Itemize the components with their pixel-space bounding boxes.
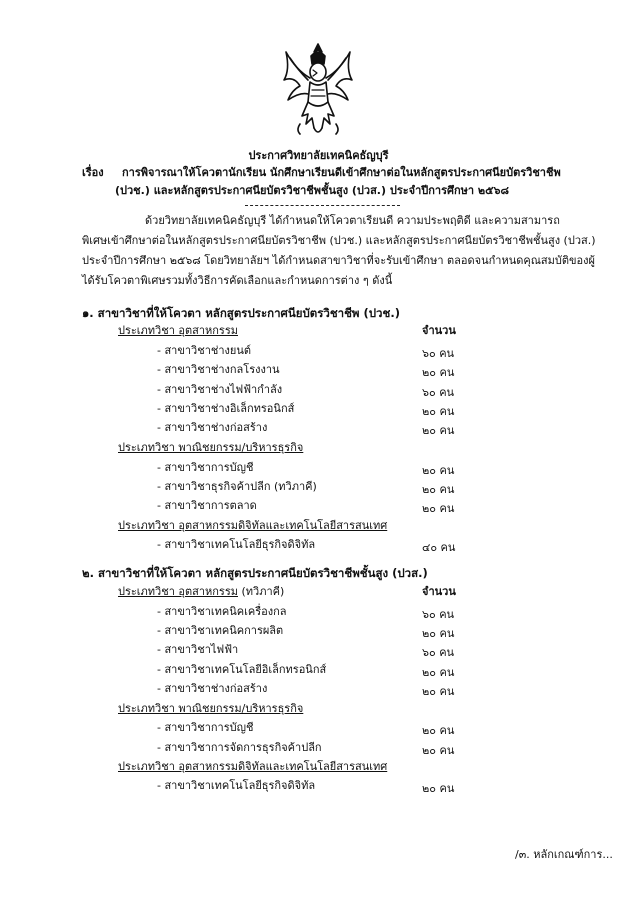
s2-count-header: จำนวน: [422, 585, 456, 598]
s1-group-1-title: ประเภทวิชา อุตสาหกรรม: [118, 324, 238, 337]
list-item: - สาขาวิชาช่างยนต์: [157, 344, 251, 357]
list-item: - สาขาวิชาธุรกิจค้าปลีก (ทวิภาคี): [157, 480, 317, 493]
s1-group-2-title: ประเภทวิชา พาณิชยกรรม/บริหารธุรกิจ: [118, 441, 304, 454]
item-count: ๖๐ คน: [422, 646, 455, 659]
item-count: ๒๐ คน: [422, 502, 455, 515]
list-item: - สาขาวิชาเทคนิคการผลิต: [157, 624, 284, 637]
item-count: ๒๐ คน: [422, 483, 455, 496]
item-count: ๒๐ คน: [422, 424, 455, 437]
intro-line: ด้วยวิทยาลัยเทคนิคธัญบุรี ได้กำหนดให้โควตาเรียนดี ความประพฤติดี และความสามารถ: [145, 214, 560, 227]
list-item: - สาขาวิชาเทคโนโลยีอิเล็กทรอนิกส์: [157, 663, 327, 676]
s2-group-1-title-suffix: (ทวิภาคี): [238, 585, 285, 598]
item-count: ๒๐ คน: [422, 685, 455, 698]
s1-group-3-title: ประเภทวิชา อุตสาหกรรมดิจิทัลและเทคโนโลยีสารสนเทศ: [118, 519, 388, 532]
list-item: - สาขาวิชาการบัญชี: [157, 461, 254, 474]
item-count: ๒๐ คน: [422, 744, 455, 757]
list-item: - สาขาวิชาการบัญชี: [157, 721, 254, 734]
s2-group-2-title: ประเภทวิชา พาณิชยกรรม/บริหารธุรกิจ: [118, 702, 304, 715]
item-count: ๒๐ คน: [422, 627, 455, 640]
item-count: ๒๐ คน: [422, 405, 455, 418]
list-item: - สาขาวิชาช่างกลโรงงาน: [157, 363, 280, 376]
item-count: ๖๐ คน: [422, 347, 455, 360]
list-item: - สาขาวิชาเทคโนโลยีธุรกิจดิจิทัล: [157, 779, 316, 792]
list-item: - สาขาวิชาเทคโนโลยีธุรกิจดิจิทัล: [157, 538, 316, 551]
item-count: ๒๐ คน: [422, 782, 455, 795]
title-divider: [245, 205, 400, 206]
s1-count-header: จำนวน: [422, 324, 456, 337]
garuda-emblem-icon: [278, 40, 358, 140]
s2-group-1-title-text: ประเภทวิชา อุตสาหกรรม: [118, 585, 238, 598]
item-count: ๒๐ คน: [422, 724, 455, 737]
intro-paragraph: [82, 211, 596, 291]
intro-line: ประจำปีการศึกษา ๒๕๖๘ โดยวิทยาลัยฯ ได้กำหนดสาขาวิชาที่จะรับเข้าศึกษา ตลอดจนกำหนดคุณสมบัติของผู้: [82, 254, 595, 267]
item-count: ๒๐ คน: [422, 666, 455, 679]
announcement-title: ประกาศวิทยาลัยเทคนิคธัญบุรี: [248, 149, 389, 162]
item-count: ๖๐ คน: [422, 608, 455, 621]
item-count: ๒๐ คน: [422, 464, 455, 477]
intro-line: พิเศษเข้าศึกษาต่อในหลักสูตรประกาศนียบัตรวิชาชีพ (ปวช.) และหลักสูตรประกาศนียบัตรวิชาชีพชั้นสูง (ปวส.): [82, 234, 596, 247]
list-item: - สาขาวิชาเทคนิคเครื่องกล: [157, 605, 287, 618]
list-item: - สาขาวิชาช่างก่อสร้าง: [157, 421, 268, 434]
item-count: ๒๐ คน: [422, 366, 455, 379]
list-item: - สาขาวิชาการจัดการธุรกิจค้าปลีก: [157, 741, 322, 754]
subject-line-2: (ปวช.) และหลักสูตรประกาศนียบัตรวิชาชีพชั้นสูง (ปวส.) ประจำปีการศึกษา ๒๕๖๘: [115, 184, 509, 197]
s2-group-3-title: ประเภทวิชา อุตสาหกรรมดิจิทัลและเทคโนโลยีสารสนเทศ: [118, 760, 388, 773]
subject-label: เรื่อง: [82, 166, 104, 179]
list-item: - สาขาวิชาช่างอิเล็กทรอนิกส์: [157, 402, 295, 415]
subject-line-1: การพิจารณาให้โควตานักเรียน นักศึกษาเรียนดีเข้าศึกษาต่อในหลักสูตรประกาศนียบัตรวิชาชีพ: [122, 166, 561, 179]
intro-line: ได้รับโควตาพิเศษรวมทั้งวิธีการคัดเลือกและกำหนดการต่าง ๆ ดังนี้: [82, 274, 393, 287]
item-count: ๖๐ คน: [422, 386, 455, 399]
list-item: - สาขาวิชาช่างก่อสร้าง: [157, 682, 268, 695]
list-item: - สาขาวิชาช่างไฟฟ้ากำลัง: [157, 383, 283, 396]
list-item: - สาขาวิชาการตลาด: [157, 499, 257, 512]
section-1-heading: ๑. สาขาวิชาที่ให้โควตา หลักสูตรประกาศนียบัตรวิชาชีพ (ปวช.): [82, 306, 400, 320]
s2-group-1-title: [118, 585, 284, 599]
list-item: - สาขาวิชาไฟฟ้า: [157, 643, 239, 656]
item-count: ๔๐ คน: [422, 541, 456, 554]
section-2-heading: ๒. สาขาวิชาที่ให้โควตา หลักสูตรประกาศนียบัตรวิชาชีพชั้นสูง (ปวส.): [82, 566, 428, 580]
page-continuation: /๓. หลักเกณฑ์การ...: [515, 848, 613, 861]
